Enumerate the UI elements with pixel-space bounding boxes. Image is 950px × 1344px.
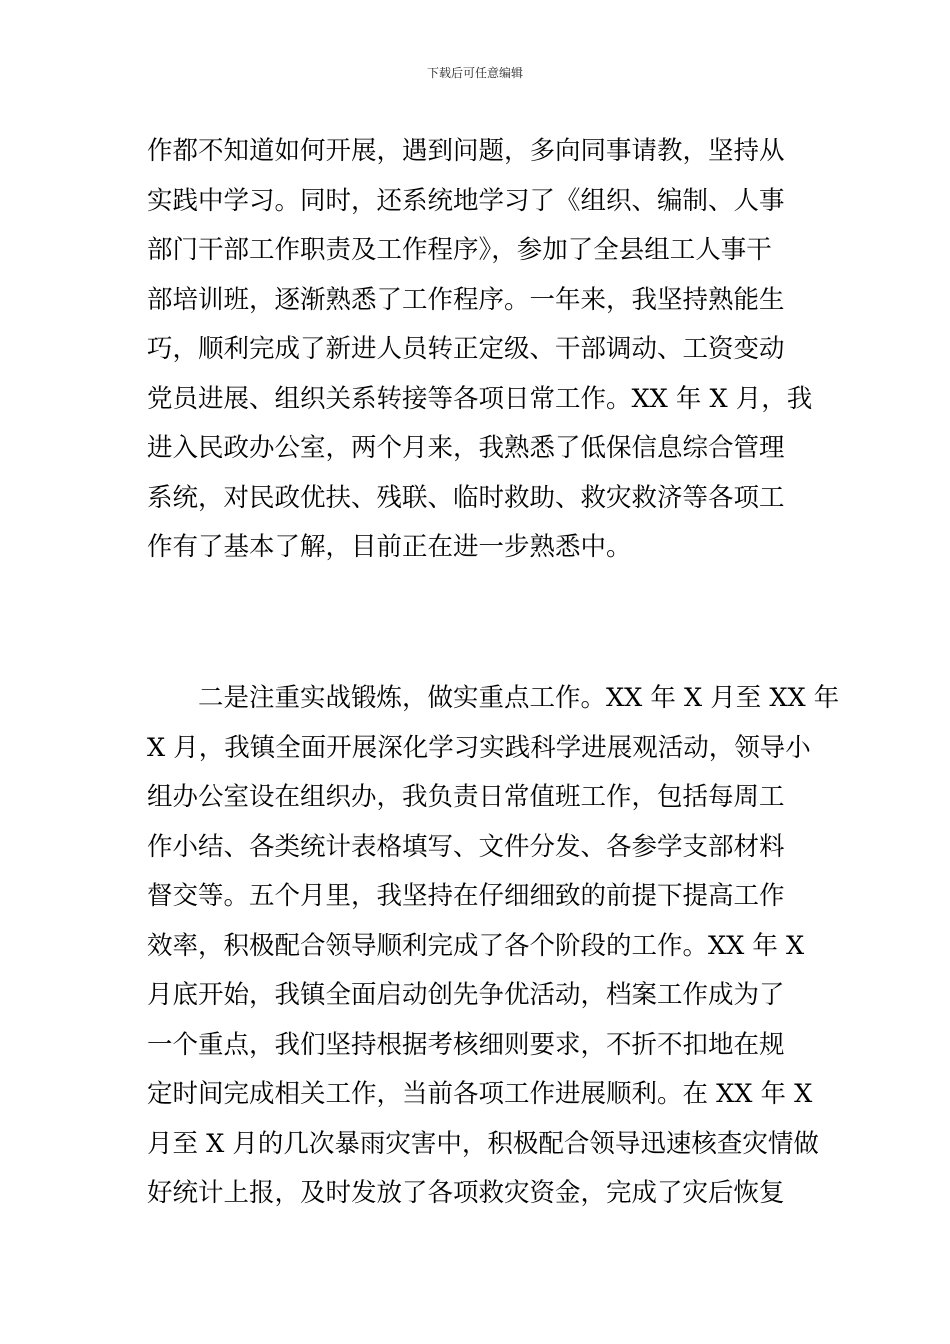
text-line: X 月，我镇全面开展深化学习实践科学进展观活动，领导小 — [147, 732, 811, 763]
text-line: 部门干部工作职责及工作程序》，参加了全县组工人事干 — [147, 235, 772, 265]
text-line: 月至 X 月的几次暴雨灾害中，积极配合领导迅速核查灾情做 — [147, 1128, 819, 1159]
text-line: 好统计上报，及时发放了各项救灾资金，完成了灾后恢复 — [147, 1178, 785, 1208]
text-line: 月底开始，我镇全面启动创先争优活动，档案工作成为了 — [147, 980, 785, 1010]
text-line: 作有了基本了解，目前正在进一步熟悉中。 — [147, 532, 632, 562]
text-line: 一个重点，我们坚持根据考核细则要求，不折不扣地在规 — [147, 1029, 785, 1060]
text-line: 督交等。五个月里，我坚持在仔细细致的前提下提高工作 — [147, 881, 785, 911]
text-line: 巧，顺利完成了新进人员转正定级、干部调动、工资变动 — [147, 334, 785, 364]
text-line: 组办公室设在组织办，我负责日常值班工作，包括每周工 — [147, 782, 785, 812]
text-line: 作都不知道如何开展，遇到问题，多向同事请教，坚持从 — [147, 136, 785, 166]
text-line: 进入民政办公室，两个月来，我熟悉了低保信息综合管理 — [147, 433, 785, 463]
text-line: 作小结、各类统计表格填写、文件分发、各参学支部材料 — [147, 831, 785, 862]
page-header: 下载后可任意编辑 — [426, 66, 523, 80]
text-line: 实践中学习。同时，还系统地学习了《组织、编制、人事 — [147, 185, 785, 216]
text-line: 定时间完成相关工作，当前各项工作进展顺利。在 XX 年 X — [147, 1079, 813, 1109]
text-line: 党员进展、组织关系转接等各项日常工作。XX 年 X 月，我 — [147, 383, 813, 414]
paragraph-1 — [147, 127, 813, 573]
text-line: 部培训班，逐渐熟悉了工作程序。一年来，我坚持熟能生 — [147, 284, 785, 315]
text-line-first: 二是注重实战锻炼，做实重点工作。XX 年 X 月至 XX 年 — [198, 683, 840, 713]
text-line: 系统，对民政优扶、残联、临时救助、救灾救济等各项工 — [147, 482, 785, 513]
paragraph-2 — [147, 674, 840, 1219]
text-line: 效率，积极配合领导顺利完成了各个阶段的工作。XX 年 X — [147, 930, 805, 961]
